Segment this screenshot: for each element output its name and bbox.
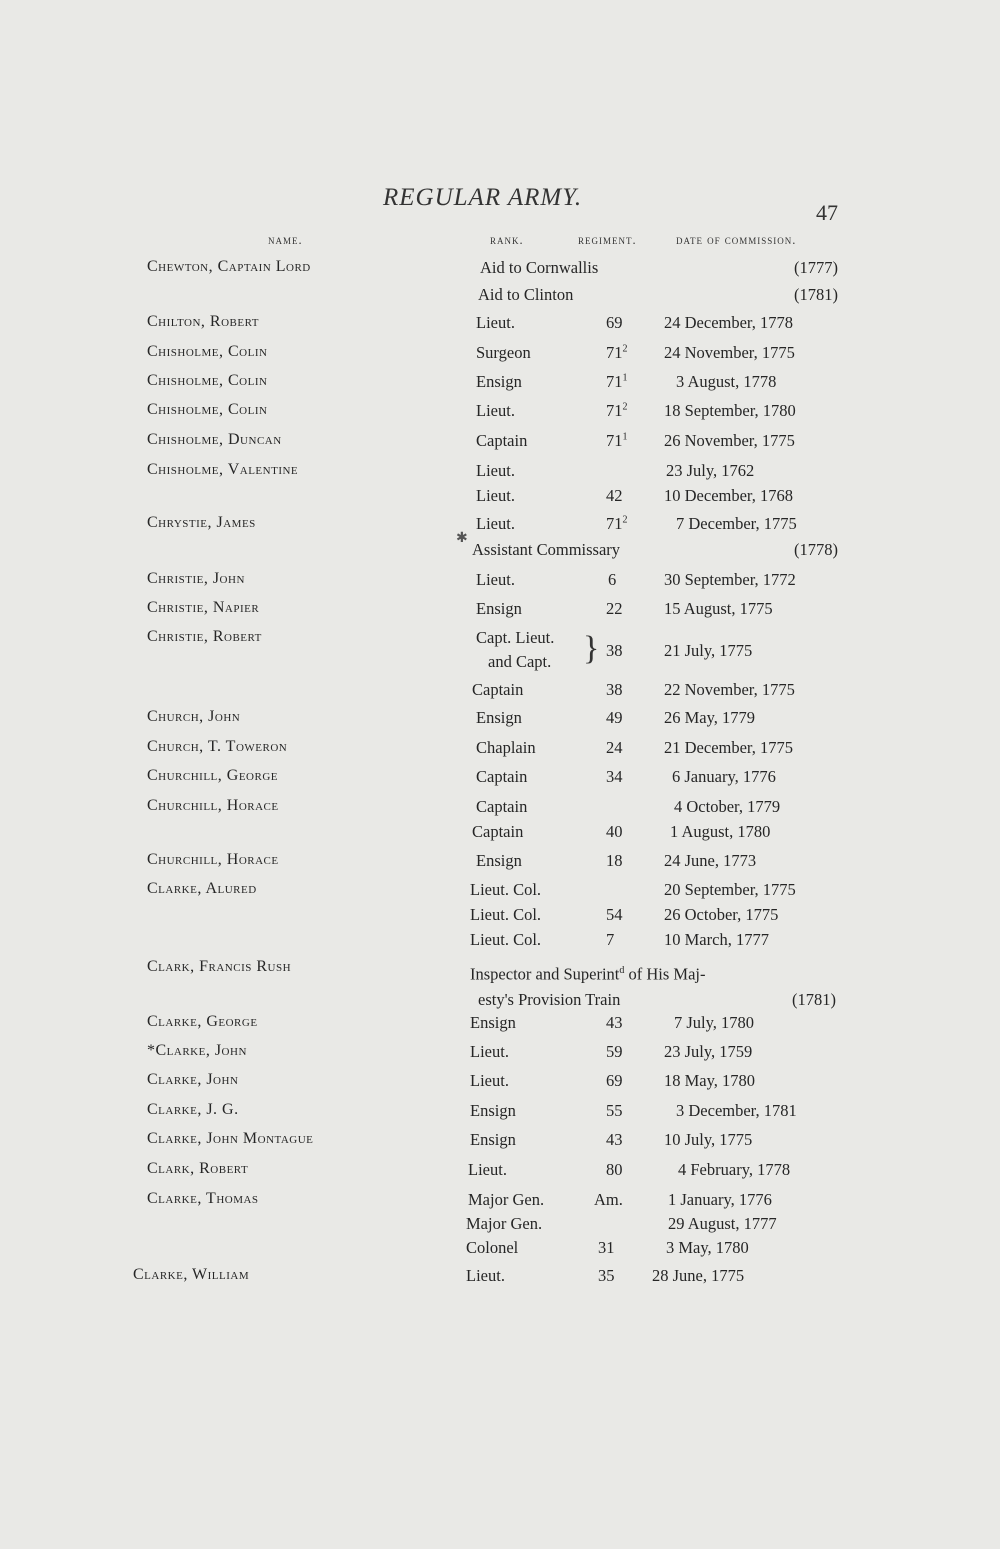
officer-name: Churchill, George: [147, 767, 278, 784]
officer-name: *Clarke, John: [147, 1042, 247, 1059]
officer-name: Chewton, Captain Lord: [147, 258, 311, 275]
regiment: 55: [606, 1101, 623, 1120]
commission-year: (1781): [794, 285, 838, 304]
commission-date: 26 November, 1775: [664, 431, 795, 450]
commission-date: 18 September, 1780: [664, 401, 796, 420]
entry-row: [0, 599, 1000, 625]
officer-name: Chisholme, Duncan: [147, 431, 282, 448]
commission-date: 10 March, 1777: [664, 930, 769, 949]
entry-row: [0, 258, 1000, 284]
officer-name: Christie, Robert: [147, 628, 262, 645]
commission-date: 21 December, 1775: [664, 738, 794, 757]
officer-name: Churchill, Horace: [147, 851, 279, 868]
regiment: $71^2$: [606, 343, 628, 362]
appointment: Aid to Clinton: [478, 285, 574, 304]
rank: Ensign: [476, 599, 522, 618]
rank: Lieut.: [476, 486, 515, 505]
commission-date: 29 August, 1777: [668, 1214, 777, 1233]
entry-row: [0, 905, 1000, 931]
regiment: 69: [606, 1071, 623, 1090]
entry-row: [0, 1238, 1000, 1264]
officer-name: Clarke, John Montague: [147, 1130, 314, 1147]
officer-name: Chisholme, Colin: [147, 372, 268, 389]
regiment: 6: [608, 570, 617, 589]
regiment: $71^1$: [606, 431, 628, 450]
commission-year: (1781): [792, 989, 836, 1009]
commission-date: 10 July, 1775: [664, 1130, 753, 1149]
officer-name: Clarke, Thomas: [147, 1190, 259, 1207]
rank: Major Gen.: [466, 1214, 543, 1233]
commission-date: 7 December, 1775: [676, 514, 797, 533]
column-header-rank: rank.: [490, 233, 524, 247]
regiment: 31: [598, 1238, 615, 1257]
officer-name: Clarke, J. G.: [147, 1101, 239, 1118]
regiment: 54: [606, 905, 623, 924]
entry-row: [0, 930, 1000, 956]
commission-date: 18 May, 1780: [664, 1071, 756, 1090]
regiment: 18: [606, 851, 623, 870]
officer-name: Clarke, George: [147, 1013, 258, 1030]
regiment: 24: [606, 738, 623, 757]
commission-date: 1 August, 1780: [670, 822, 771, 841]
rank: Captain: [472, 680, 524, 699]
regiment: 38: [606, 680, 623, 699]
rank: and Capt.: [488, 652, 552, 671]
commission-date: 20 September, 1775: [664, 880, 796, 899]
commission-date: 21 July, 1775: [664, 641, 753, 660]
entry-row: [0, 767, 1000, 793]
regiment: $71^2$: [606, 514, 628, 533]
officer-name: Chilton, Robert: [147, 313, 259, 330]
entry-row: [0, 372, 1000, 398]
officer-name: Church, John: [147, 708, 241, 725]
appointment: Assistant Commissary: [472, 540, 621, 559]
entry-row: [0, 880, 1000, 906]
officer-name: Churchill, Horace: [147, 797, 279, 814]
commission-date: 7 July, 1780: [674, 1013, 755, 1032]
running-title: REGULAR ARMY.: [383, 184, 583, 211]
entry-row: [0, 1190, 1000, 1216]
rank: Captain: [476, 767, 528, 786]
entry-row: [0, 401, 1000, 427]
regiment: $71^1$: [606, 372, 628, 391]
entry-row: [0, 797, 1000, 823]
column-header-regiment: regiment.: [578, 233, 637, 247]
regiment: 22: [606, 599, 623, 618]
page-number: 47: [816, 200, 838, 225]
entry-row: [0, 540, 1000, 566]
regiment: 40: [606, 822, 623, 841]
regiment: 43: [606, 1013, 623, 1032]
rank: Lieut.: [470, 1042, 509, 1061]
commission-date: 3 May, 1780: [666, 1238, 749, 1257]
rank: Captain: [472, 822, 524, 841]
commission-date: 24 November, 1775: [664, 343, 795, 362]
rank: Lieut. Col.: [470, 930, 542, 949]
rank: Lieut.: [476, 514, 515, 533]
entry-row: [0, 851, 1000, 877]
rank: Colonel: [466, 1238, 519, 1257]
regiment: 69: [606, 313, 623, 332]
rank: Ensign: [470, 1130, 516, 1149]
commission-date: 24 June, 1773: [664, 851, 757, 870]
entry-row: [0, 514, 1000, 540]
rank: Lieut.: [476, 570, 515, 589]
annotation-mark: ✱: [456, 531, 468, 546]
entry-row: [0, 738, 1000, 764]
commission-date: 3 August, 1778: [676, 372, 777, 391]
rank: Surgeon: [476, 343, 531, 362]
appointment-note: Inspector and Superint$^d$ of His Maj- esty's Provision Train (1781): [470, 958, 836, 1012]
rank: Captain: [476, 797, 528, 816]
rank: Capt. Lieut.: [476, 628, 555, 647]
rank: Lieut.: [476, 461, 515, 480]
rank: Chaplain: [476, 738, 536, 757]
entry-row: [0, 285, 1000, 311]
entry-row: [0, 680, 1000, 706]
rank: Ensign: [476, 851, 522, 870]
commission-date: 10 December, 1768: [664, 486, 794, 505]
regiment: 7: [606, 930, 615, 949]
entry-row: [0, 1266, 1000, 1292]
officer-name: Chisholme, Colin: [147, 401, 268, 418]
appointment: Aid to Cornwallis: [480, 258, 599, 277]
rank: Ensign: [476, 372, 522, 391]
commission-date: 24 December, 1778: [664, 313, 794, 332]
brace-mark: }: [583, 630, 600, 667]
officer-name: Clarke, William: [133, 1266, 250, 1283]
officer-name: Church, T. Toweron: [147, 738, 288, 755]
regiment: $71^2$: [606, 401, 628, 420]
entry-row: [0, 1160, 1000, 1186]
rank: Captain: [476, 431, 528, 450]
entry-row: [0, 486, 1000, 512]
officer-name: Clark, Francis Rush: [147, 958, 292, 975]
commission-date: 15 August, 1775: [664, 599, 773, 618]
officer-name: Clarke, Alured: [147, 880, 257, 897]
officer-name: Christie, Napier: [147, 599, 260, 616]
commission-date: 22 November, 1775: [664, 680, 795, 699]
entry-row: [0, 461, 1000, 487]
rank: Lieut.: [466, 1266, 505, 1285]
commission-date: 3 December, 1781: [676, 1101, 797, 1120]
column-header-date: date of commission.: [676, 233, 797, 247]
commission-date: 30 September, 1772: [664, 570, 796, 589]
rank: Ensign: [476, 708, 522, 727]
commission-date: 28 June, 1775: [652, 1266, 745, 1285]
rank: Lieut. Col.: [470, 880, 542, 899]
rank: Lieut.: [476, 401, 515, 420]
commission-date: 6 January, 1776: [672, 767, 776, 786]
commission-date: 26 October, 1775: [664, 905, 779, 924]
commission-date: 23 July, 1762: [666, 461, 755, 480]
regiment: 80: [606, 1160, 623, 1179]
rank: Ensign: [470, 1013, 516, 1032]
column-header-name: name.: [268, 233, 303, 247]
entry-row: [0, 343, 1000, 369]
commission-year: (1777): [794, 258, 838, 277]
regiment: 34: [606, 767, 623, 786]
commission-date: 4 February, 1778: [678, 1160, 791, 1179]
officer-name: Chisholme, Colin: [147, 343, 268, 360]
regiment: 59: [606, 1042, 623, 1061]
officer-name: Clarke, John: [147, 1071, 239, 1088]
entry-row: [0, 1130, 1000, 1156]
entry-row: [0, 313, 1000, 339]
entry-row: [0, 1071, 1000, 1097]
rank: Lieut.: [468, 1160, 507, 1179]
regiment: 38: [606, 641, 623, 660]
rank: Lieut.: [476, 313, 515, 332]
entry-row: [0, 570, 1000, 596]
entry-row: [0, 1013, 1000, 1039]
rank: Lieut. Col.: [470, 905, 542, 924]
entry-row: [0, 1042, 1000, 1068]
commission-date: 1 January, 1776: [668, 1190, 772, 1209]
officer-name: Christie, John: [147, 570, 245, 587]
officer-name: Clark, Robert: [147, 1160, 249, 1177]
regiment: 42: [606, 486, 623, 505]
entry-row: [0, 1101, 1000, 1127]
commission-year: (1778): [794, 540, 838, 559]
officer-name: Chisholme, Valentine: [147, 461, 299, 478]
entry-row: [0, 641, 1000, 667]
commission-date: 26 May, 1779: [664, 708, 756, 727]
entry-row: [0, 431, 1000, 457]
rank: Ensign: [470, 1101, 516, 1120]
entry-row: [0, 822, 1000, 848]
commission-date: 4 October, 1779: [674, 797, 781, 816]
regiment: 49: [606, 708, 623, 727]
regiment: 43: [606, 1130, 623, 1149]
rank: Major Gen.: [468, 1190, 545, 1209]
rank: Lieut.: [470, 1071, 509, 1090]
commission-date: 23 July, 1759: [664, 1042, 753, 1061]
entry-row: [0, 958, 1000, 1010]
regiment: 35: [598, 1266, 615, 1285]
regiment: Am.: [594, 1190, 623, 1209]
officer-name: Chrystie, James: [147, 514, 256, 531]
entry-row: [0, 708, 1000, 734]
entry-row: [0, 1214, 1000, 1240]
